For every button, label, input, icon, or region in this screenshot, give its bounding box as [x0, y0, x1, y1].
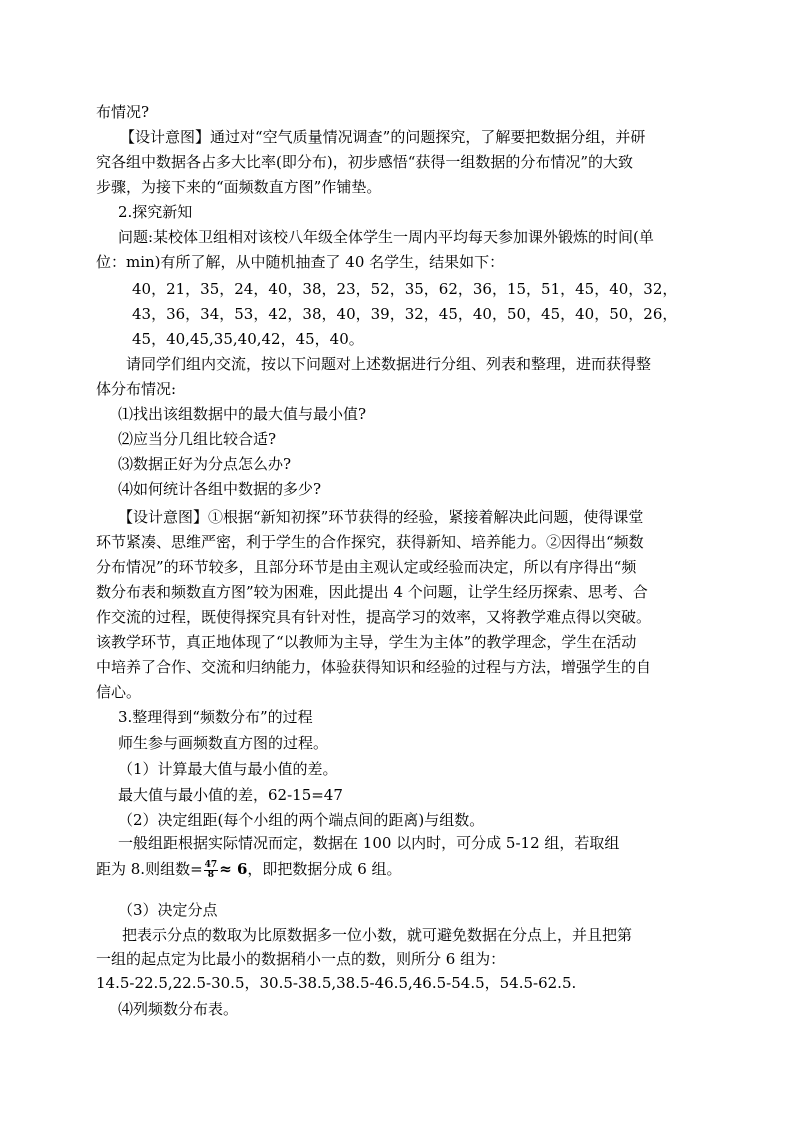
data-row-1: 40，21，35，24，40，38，23，52，35，62，36，15，51，45，40，32，	[132, 280, 678, 298]
text-line: 环节紧凑、思维严密，利于学生的合作探究，获得新知、培养能力。②因得出“频数	[96, 533, 644, 551]
step-4: ⑷列频数分布表。	[118, 1000, 239, 1018]
group-intervals: 14.5-22.5,22.5-30.5，30.5-38.5,38.5-46.5,46.5-54.5，54.5-62.5.	[96, 974, 577, 992]
text-line: 布情况?	[96, 103, 150, 121]
text-line: 究各组中数据各占多大比率(即分布)，初步感悟“获得一组数据的分布情况”的大致	[96, 153, 634, 171]
fraction-denominator: 8	[207, 869, 215, 880]
section-heading-explore: 2.探究新知	[118, 203, 193, 221]
formula-approx: ≈ 6	[219, 860, 248, 878]
fraction	[204, 861, 219, 880]
text-line: 体分布情况:	[96, 380, 177, 398]
text-line: 师生参与画频数直方图的过程。	[118, 734, 329, 752]
text-line: 步骤，为接下来的“面频数直方图”作铺垫。	[96, 178, 382, 196]
text-line: 作交流的过程，既使得探究具有针对性，提高学习的效率，又将教学难点得以突破。	[96, 608, 652, 626]
text-line: 分布情况”的环节较多，且部分环节是由主观认定或经验而决定，所以有序得出“频	[96, 558, 637, 576]
problem-statement: 问题:某校体卫组相对该校八年级全体学生一周内平均每天参加课外锻炼的时间(单	[118, 228, 654, 246]
step-3: （3）决定分点	[118, 901, 218, 919]
text-line: 数分布表和频数直方图”较为困难，因此提出 4 个问题，让学生经历探索、思考、合	[96, 583, 648, 601]
formula-prefix: 距为 8.则组数=	[96, 860, 203, 878]
step-2: （2）决定组距(每个小组的两个端点间的距离)与组数。	[118, 811, 485, 829]
data-row-3: 45，40,45,35,40,42，45，40。	[132, 330, 364, 348]
text-line: 该教学环节，真正地体现了“以教师为主导，学生为主体”的教学理念，学生在活动	[96, 633, 637, 651]
group-count-formula	[96, 857, 402, 881]
step-1: （1）计算最大值与最小值的差。	[118, 760, 338, 778]
question-2: ⑵应当分几组比较合适?	[118, 430, 277, 448]
text-line: 请同学们组内交流，按以下问题对上述数据进行分组、列表和整理，进而获得整	[126, 355, 652, 373]
section-heading-frequency: 3.整理得到“频数分布”的过程	[118, 708, 313, 726]
text-line: 中培养了合作、交流和归纳能力，体验获得知识和经验的过程与方法，增强学生的自	[96, 658, 652, 676]
fraction-numerator: 47	[204, 859, 218, 870]
question-1: ⑴找出该组数据中的最大值与最小值?	[118, 405, 367, 423]
design-intent-paragraph-2: 【设计意图】①根据“新知初探”环节获得的经验，紧接着解决此问题，使得课堂	[118, 508, 644, 526]
text-line: 最大值与最小值的差，62-15=47	[118, 786, 343, 804]
question-3: ⑶数据正好为分点怎么办?	[118, 455, 292, 473]
text-line: 一般组距根据实际情况而定，数据在 100 以内时，可分成 5-12 组，若取组	[118, 834, 620, 852]
data-row-2: 43，36，34，53，42，38，40，39，32，45，40，50，45，40，50，26，	[132, 305, 678, 323]
formula-suffix: ，即把数据分成 6 组。	[247, 860, 402, 878]
design-intent-paragraph-1: 【设计意图】通过对“空气质量情况调查”的问题探究，了解要把数据分组，并研	[120, 128, 646, 146]
question-4: ⑷如何统计各组中数据的多少?	[118, 480, 322, 498]
text-line: 把表示分点的数取为比原数据多一位小数，就可避免数据在分点上，并且把第	[122, 926, 633, 944]
text-line: 位：min)有所了解，从中随机抽查了 40 名学生，结果如下：	[96, 253, 505, 271]
text-line: 一组的起点定为比最小的数据稍小一点的数，则所分 6 组为：	[96, 950, 506, 968]
text-line: 信心。	[96, 683, 142, 701]
